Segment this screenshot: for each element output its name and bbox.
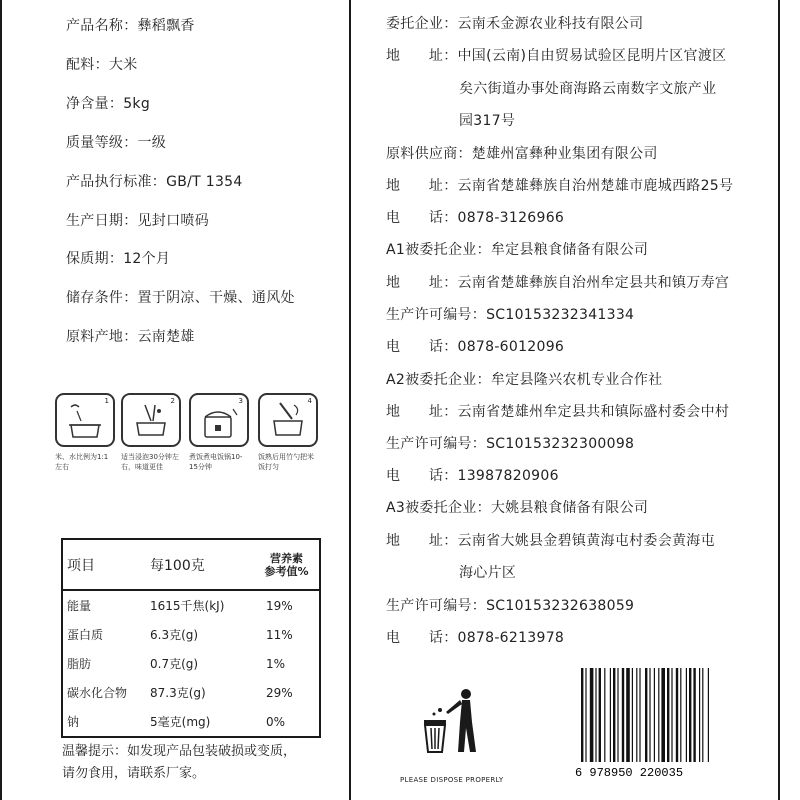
step-4-caption: 饭熟后用竹勺把米饭打匀 [258,453,314,471]
barcode-bar [622,668,624,762]
barcode-bar [661,668,665,762]
production-date: 生产日期：见封口喷码 [66,213,209,229]
nutrient-value: 1615千焦(kJ) [150,599,225,613]
origin: 原料产地：云南楚雄 [66,329,195,345]
step-2-box [121,393,181,447]
warm-tip-line-1: 温馨提示：如发现产品包装破损或变质， [62,744,297,759]
barcode-bar [699,668,700,762]
table-row [62,620,320,649]
a3-company: A3被委托企业：大姚县粮食储备有限公司 [386,500,649,516]
nutrition-header [62,539,320,590]
step-1-number: 1 [104,397,109,405]
a2-license: 生产许可编号：SC10153232300098 [386,436,635,452]
barcode-bar [599,668,601,762]
a3-license: 生产许可编号：SC10153232638059 [386,598,635,614]
step-3 [189,393,247,472]
dispose-label: PLEASE DISPOSE PROPERLY [400,776,504,784]
barcode-bar [610,668,611,762]
a2-phone: 电 话：13987820906 [386,468,559,484]
nutrient-nrv: 0% [266,714,286,729]
barcode-bar [581,668,583,762]
barcode-bar [613,668,615,762]
barcode-bar [595,668,596,762]
center-divider [349,0,351,800]
barcode-bar [689,668,691,762]
a1-company: A1被委托企业：牟定县粮食储备有限公司 [386,242,649,258]
ingredients: 配料：大米 [66,57,138,73]
commissioning-company: 委托企业：云南禾金源农业科技有限公司 [386,16,644,32]
step-4 [258,393,316,472]
nutrient-value: 6.3克(g) [150,628,199,642]
supplier-address: 地 址：云南省楚雄彝族自治州楚雄市鹿城西路25号 [386,178,734,194]
table-row [62,590,320,620]
nutrition-table [61,538,321,738]
storage: 储存条件：置于阴凉、干燥、通风处 [66,290,295,306]
barcode-bar [626,668,630,762]
barcode-bar [649,668,650,762]
a3-address-1: 地 址：云南省大姚县金碧镇黄海屯村委会黄海屯 [386,533,715,549]
barcode-bar [617,668,618,762]
a1-phone: 电 话：0878-6012096 [386,339,565,355]
nutrient-nrv: 11% [266,627,293,642]
step-3-box [189,393,249,447]
barcode-bar [702,668,703,762]
product-name: 产品名称：彝稻飘香 [66,18,195,34]
net-content: 净含量：5kg [66,96,151,112]
table-row [62,678,320,707]
barcode-bar [590,668,594,762]
barcode-bar [680,668,681,762]
step-4-number: 4 [307,397,312,405]
barcode-bar [693,668,695,762]
nutrient-value: 5毫克(mg) [150,715,211,729]
warm-tip-line-2: 请勿食用，请联系厂家。 [62,766,206,781]
barcode-bar [676,668,678,762]
supplier-phone: 电 话：0878-3126966 [386,210,565,226]
step-1 [55,393,113,472]
table-row [62,649,320,678]
barcode-bars [581,668,709,762]
nutrient-nrv: 19% [266,598,293,613]
a2-address: 地 址：云南省楚雄州牟定县共和镇际盛村委会中村 [386,404,730,420]
barcode-bar [645,668,647,762]
step-1-caption: 米、水比例为1:1左右 [55,453,109,471]
barcode-bar [632,668,633,762]
barcode-bar [604,668,605,762]
company-address-3: 园317号 [459,113,516,129]
step-1-box [55,393,115,447]
a1-address: 地 址：云南省楚雄彝族自治州牟定县共和镇万寿宫 [386,275,730,291]
barcode-bar [658,668,659,762]
nutrient-value: 0.7克(g) [150,657,199,671]
left-border [0,0,2,800]
step-3-caption: 煮饭煮电饭锅10-15分钟 [189,453,243,471]
barcode-bar [654,668,655,762]
dispose-properly-icon [410,688,490,758]
barcode-bar [686,668,687,762]
cooking-steps [55,393,325,493]
barcode-number: 6 978950 220035 [575,766,684,778]
header-per: 每100克 [146,539,254,590]
header-ref: 营养素 参考值% [254,539,320,590]
shelf-life: 保质期：12个月 [66,251,171,267]
header-item: 项目 [62,539,146,590]
barcode-bar [636,668,637,762]
grade: 质量等级：一级 [66,135,167,151]
nutrient-value: 87.3克(g) [150,686,206,700]
a1-license: 生产许可编号：SC10153232341334 [386,307,635,323]
barcode-bar [667,668,669,762]
company-address-1: 地 址：中国(云南)自由贸易试验区昆明片区官渡区 [386,48,727,64]
warm-tip [62,741,342,785]
step-3-number: 3 [238,397,243,405]
step-2-caption: 适当浸泡30分钟左右，味道更佳 [121,453,179,471]
step-2 [121,393,179,472]
nutrient-name: 碳水化合物 [67,686,128,700]
nutrient-nrv: 29% [266,685,293,700]
nutrient-name: 能量 [67,599,92,613]
nutrient-name: 钠 [67,715,80,729]
company-address-2: 矣六街道办事处商海路云南数字文旅产业 [459,81,717,97]
a2-company: A2被委托企业：牟定县隆兴农机专业合作社 [386,372,663,388]
step-2-number: 2 [170,397,175,405]
barcode [573,668,718,778]
barcode-bar [639,668,640,762]
right-border [778,0,780,800]
table-row [62,707,320,737]
barcode-bar [708,668,709,762]
step-4-box [258,393,318,447]
nutrient-nrv: 1% [266,656,286,671]
nutrient-name: 蛋白质 [67,628,104,642]
supplier: 原料供应商：楚雄州富彝种业集团有限公司 [386,146,658,162]
standard: 产品执行标准：GB/T 1354 [66,174,243,190]
a3-phone: 电 话：0878-6213978 [386,630,565,646]
a3-address-2: 海心片区 [459,565,517,581]
nutrient-name: 脂肪 [67,657,92,671]
barcode-bar [585,668,586,762]
barcode-bar [671,668,672,762]
